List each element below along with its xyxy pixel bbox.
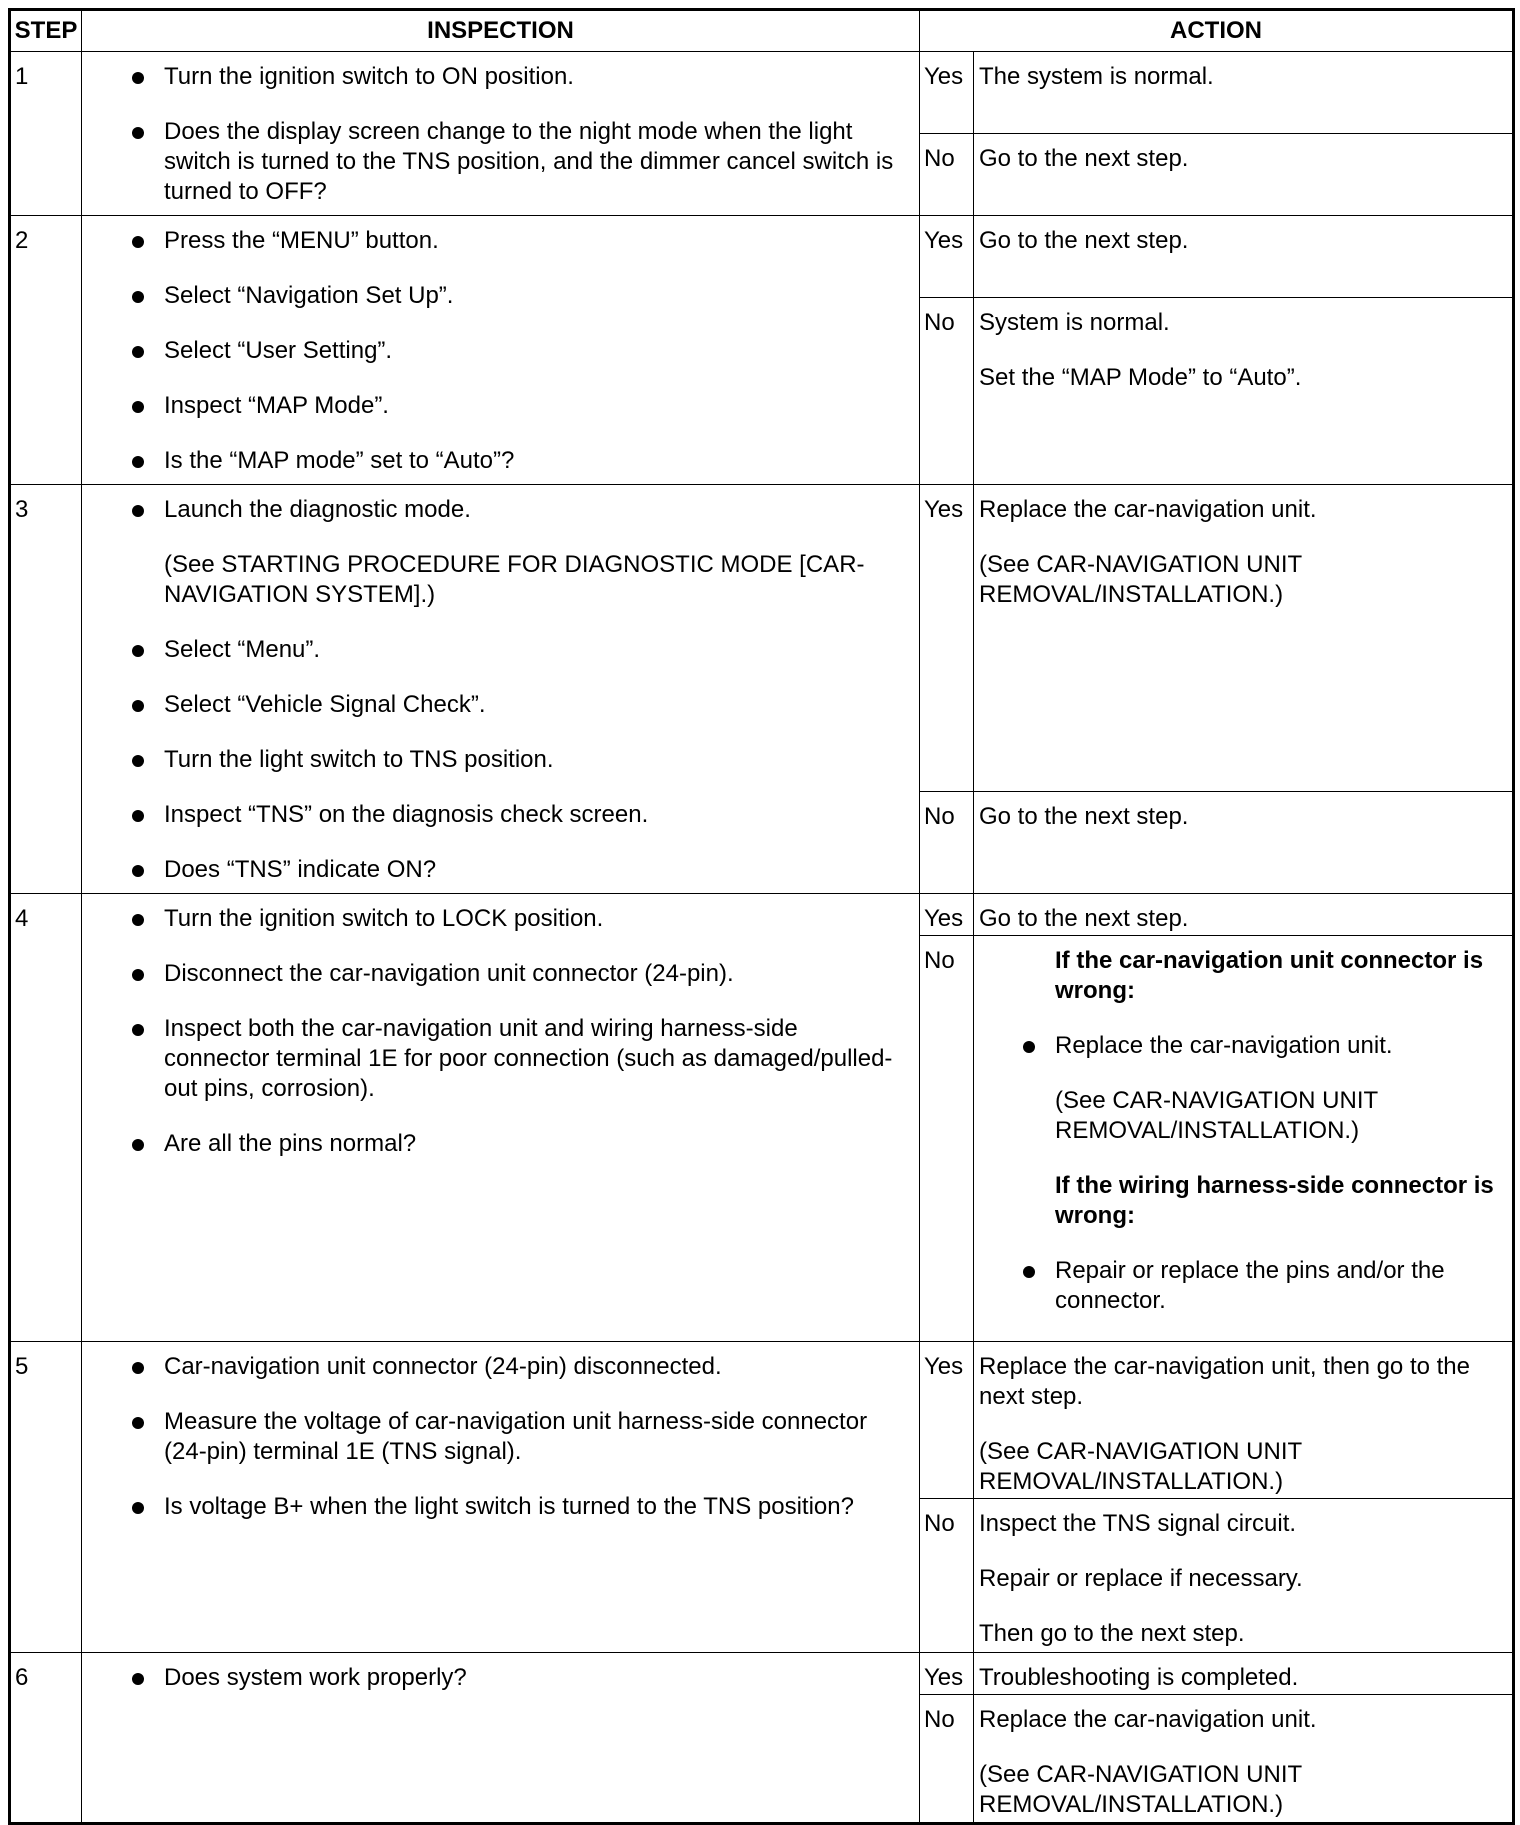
step-number: 2 bbox=[10, 216, 82, 485]
no-label: No bbox=[920, 1695, 974, 1824]
inspection-item: Does “TNS” indicate ON? bbox=[164, 855, 909, 885]
inspection-list bbox=[82, 226, 909, 476]
no-label: No bbox=[920, 936, 974, 1342]
inspection-list bbox=[82, 904, 909, 1159]
step-1-yes-row bbox=[10, 52, 1514, 134]
step-inspection bbox=[82, 1342, 920, 1653]
inspection-item: Are all the pins normal? bbox=[164, 1129, 909, 1159]
no-action bbox=[974, 134, 1514, 216]
yes-label: Yes bbox=[920, 485, 974, 792]
action-text: Go to the next step. bbox=[979, 905, 1189, 932]
inspection-item: Car-navigation unit connector (24-pin) disconnected. bbox=[164, 1352, 909, 1382]
action-text: Go to the next step. bbox=[979, 227, 1189, 254]
inspection-item: Select “Menu”. bbox=[164, 635, 909, 665]
inspection-item: Inspect “MAP Mode”. bbox=[164, 391, 909, 421]
action-text: (See CAR-NAVIGATION UNIT REMOVAL/INSTALLATION.) bbox=[979, 551, 1302, 608]
inspection-list bbox=[82, 495, 909, 885]
action-text: Replace the car-navigation unit, then go to the next step. bbox=[979, 1353, 1470, 1410]
yes-label: Yes bbox=[920, 894, 974, 936]
header-step: STEP bbox=[10, 10, 82, 52]
inspection-item bbox=[164, 495, 909, 610]
condition-heading: If the wiring harness-side connector is wrong: bbox=[1055, 1172, 1494, 1229]
yes-action bbox=[974, 52, 1514, 134]
inspection-item: Turn the light switch to TNS position. bbox=[164, 745, 909, 775]
action-list bbox=[1055, 1031, 1504, 1146]
no-action bbox=[974, 936, 1514, 1342]
step-5-yes-row bbox=[10, 1342, 1514, 1499]
step-4-yes-row bbox=[10, 894, 1514, 936]
yes-label: Yes bbox=[920, 1653, 974, 1695]
action-text: Then go to the next step. bbox=[979, 1620, 1245, 1647]
action-text: Go to the next step. bbox=[979, 803, 1189, 830]
yes-action bbox=[974, 894, 1514, 936]
step-inspection bbox=[82, 485, 920, 894]
action-text: Replace the car-navigation unit. bbox=[979, 1706, 1317, 1733]
step-2-yes-row bbox=[10, 216, 1514, 298]
header-inspection: INSPECTION bbox=[82, 10, 920, 52]
action-text: System is normal. bbox=[979, 308, 1170, 336]
inspection-item: Turn the ignition switch to LOCK position. bbox=[164, 904, 909, 934]
no-action-detail bbox=[979, 946, 1504, 1316]
no-label: No bbox=[920, 134, 974, 216]
inspection-item: Press the “MENU” button. bbox=[164, 226, 909, 256]
no-action bbox=[974, 297, 1514, 485]
yes-action bbox=[974, 1342, 1514, 1499]
yes-action bbox=[974, 1653, 1514, 1695]
inspection-item: Disconnect the car-navigation unit connector (24-pin). bbox=[164, 959, 909, 989]
step-number: 6 bbox=[10, 1653, 82, 1824]
action-item bbox=[1055, 1031, 1504, 1146]
action-text: The system is normal. bbox=[979, 63, 1214, 90]
action-text: Set the “MAP Mode” to “Auto”. bbox=[979, 363, 1302, 391]
step-inspection bbox=[82, 216, 920, 485]
condition-heading: If the car-navigation unit connector is wrong: bbox=[1055, 947, 1484, 1004]
inspection-item: Turn the ignition switch to ON position. bbox=[164, 62, 909, 92]
no-label: No bbox=[920, 792, 974, 894]
step-6-yes-row bbox=[10, 1653, 1514, 1695]
no-label: No bbox=[920, 297, 974, 485]
inspection-item: Select “Vehicle Signal Check”. bbox=[164, 690, 909, 720]
inspection-list bbox=[82, 62, 909, 207]
inspection-item: Does the display screen change to the night mode when the light switch is turned to the TNS position, and the dimmer cancel switch is turned to OFF? bbox=[164, 117, 909, 207]
yes-action bbox=[974, 485, 1514, 792]
inspection-item: Inspect “TNS” on the diagnosis check screen. bbox=[164, 800, 909, 830]
action-text: Inspect the TNS signal circuit. bbox=[979, 1510, 1297, 1537]
step-inspection bbox=[82, 52, 920, 216]
action-text: Repair or replace if necessary. bbox=[979, 1565, 1303, 1592]
inspection-item: Select “Navigation Set Up”. bbox=[164, 281, 909, 311]
inspection-item: Select “User Setting”. bbox=[164, 336, 909, 366]
inspection-item-text: Launch the diagnostic mode. bbox=[164, 496, 471, 523]
inspection-list bbox=[82, 1352, 909, 1522]
yes-label: Yes bbox=[920, 52, 974, 134]
no-action bbox=[974, 1695, 1514, 1824]
yes-label: Yes bbox=[920, 216, 974, 298]
step-number: 5 bbox=[10, 1342, 82, 1653]
action-text: (See CAR-NAVIGATION UNIT REMOVAL/INSTALLATION.) bbox=[979, 1761, 1302, 1818]
no-label: No bbox=[920, 1499, 974, 1653]
troubleshooting-table bbox=[8, 8, 1515, 1825]
no-action bbox=[974, 792, 1514, 894]
inspection-item: Is the “MAP mode” set to “Auto”? bbox=[164, 446, 909, 476]
inspection-item: Is voltage B+ when the light switch is turned to the TNS position? bbox=[164, 1492, 909, 1522]
inspection-item: Does system work properly? bbox=[164, 1663, 909, 1693]
action-list bbox=[1055, 1256, 1504, 1316]
action-item-note: (See CAR-NAVIGATION UNIT REMOVAL/INSTALLATION.) bbox=[1055, 1087, 1378, 1144]
action-text: Troubleshooting is completed. bbox=[979, 1664, 1299, 1691]
header-action: ACTION bbox=[920, 10, 1514, 52]
inspection-list bbox=[82, 1663, 909, 1693]
step-number: 4 bbox=[10, 894, 82, 1342]
action-text: (See CAR-NAVIGATION UNIT REMOVAL/INSTALLATION.) bbox=[979, 1438, 1302, 1495]
step-inspection bbox=[82, 1653, 920, 1824]
step-number: 1 bbox=[10, 52, 82, 216]
inspection-item: Inspect both the car-navigation unit and wiring harness-side connector terminal 1E for poor connection (such as damaged/pulled-out pins, corrosion). bbox=[164, 1014, 909, 1104]
step-inspection bbox=[82, 894, 920, 1342]
step-number: 3 bbox=[10, 485, 82, 894]
action-item-text: Replace the car-navigation unit. bbox=[1055, 1032, 1393, 1059]
troubleshooting-page bbox=[8, 8, 1512, 1818]
yes-action bbox=[974, 216, 1514, 298]
inspection-item: Measure the voltage of car-navigation unit harness-side connector (24-pin) terminal 1E (TNS signal). bbox=[164, 1407, 909, 1467]
inspection-item-note: (See STARTING PROCEDURE FOR DIAGNOSTIC MODE [CAR-NAVIGATION SYSTEM].) bbox=[164, 551, 865, 608]
action-text: Go to the next step. bbox=[979, 145, 1189, 172]
step-3-yes-row bbox=[10, 485, 1514, 792]
header-row bbox=[10, 10, 1514, 52]
yes-label: Yes bbox=[920, 1342, 974, 1499]
no-action bbox=[974, 1499, 1514, 1653]
action-text: Replace the car-navigation unit. bbox=[979, 496, 1317, 523]
action-item: Repair or replace the pins and/or the connector. bbox=[1055, 1256, 1504, 1316]
